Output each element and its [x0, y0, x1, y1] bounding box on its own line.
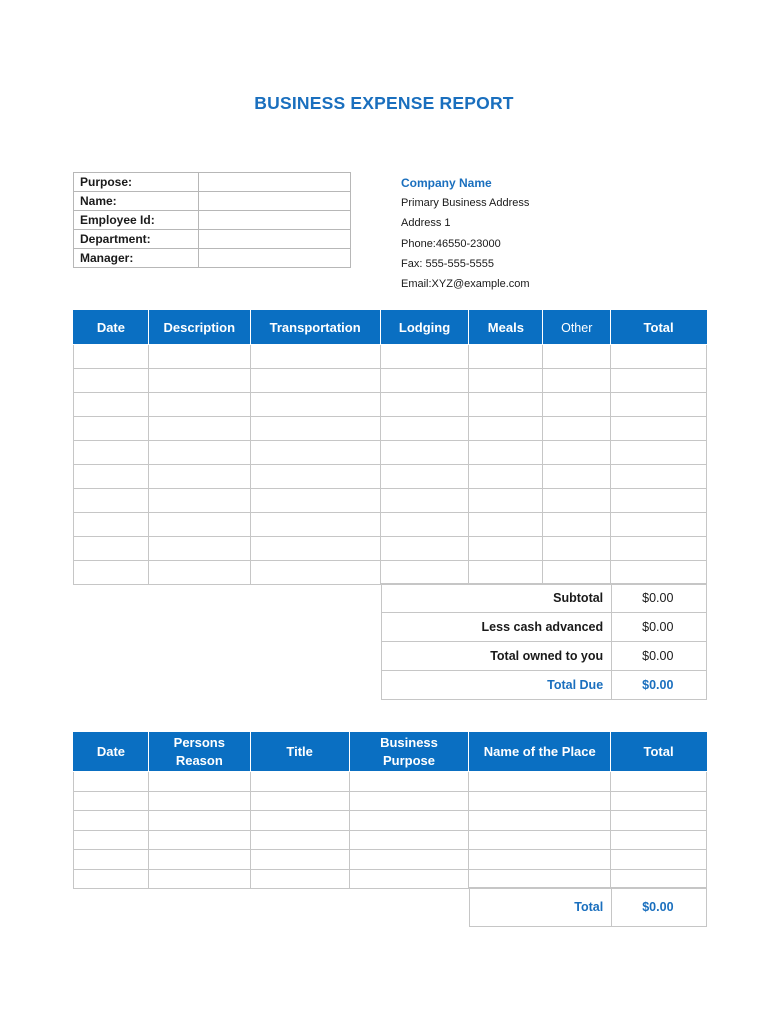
- table-cell[interactable]: [148, 465, 250, 489]
- table-cell[interactable]: [611, 417, 707, 441]
- employee-info-table: [73, 172, 351, 268]
- table-cell[interactable]: [380, 369, 469, 393]
- table-cell[interactable]: [611, 465, 707, 489]
- summary-label: Total owned to you: [382, 642, 612, 671]
- entertainment-row: [74, 811, 707, 831]
- company-address-line1: Primary Business Address: [401, 197, 530, 210]
- company-block: [401, 173, 530, 294]
- table-cell[interactable]: [380, 393, 469, 417]
- column-header-description: Description: [148, 311, 250, 345]
- table-cell[interactable]: [74, 393, 149, 417]
- summary-label: Subtotal: [382, 584, 612, 613]
- table-cell[interactable]: [250, 489, 380, 513]
- table-cell[interactable]: [543, 345, 611, 369]
- company-email: Email:XYZ@example.com: [401, 278, 530, 291]
- table-cell[interactable]: [74, 850, 149, 870]
- info-label: Manager:: [74, 249, 199, 268]
- table-cell[interactable]: [469, 393, 543, 417]
- table-cell[interactable]: [543, 369, 611, 393]
- table-cell[interactable]: [380, 441, 469, 465]
- summary-row-owed: [382, 642, 707, 671]
- table-cell[interactable]: [74, 369, 149, 393]
- company-address-line2: Address 1: [401, 217, 451, 230]
- table-cell[interactable]: [74, 830, 149, 850]
- table-cell[interactable]: [611, 369, 707, 393]
- column-header-title: Title: [250, 733, 349, 772]
- table-cell[interactable]: [250, 345, 380, 369]
- summary-label: Total Due: [382, 671, 612, 700]
- table-cell[interactable]: [74, 537, 149, 561]
- owed-value: $0.00: [612, 642, 707, 671]
- table-cell[interactable]: [543, 441, 611, 465]
- company-phone: Phone:46550-23000: [401, 237, 501, 250]
- table-cell[interactable]: [543, 561, 611, 585]
- table-cell[interactable]: [148, 393, 250, 417]
- table-cell[interactable]: [469, 791, 611, 811]
- table-cell[interactable]: [148, 850, 250, 870]
- table-cell[interactable]: [469, 489, 543, 513]
- table-cell[interactable]: [250, 513, 380, 537]
- table-cell[interactable]: [250, 441, 380, 465]
- expense-row: [74, 441, 707, 465]
- table-cell[interactable]: [250, 393, 380, 417]
- table-cell[interactable]: [543, 393, 611, 417]
- cash-advanced-value: $0.00: [612, 613, 707, 642]
- info-row-name: [74, 192, 351, 211]
- table-cell[interactable]: [148, 489, 250, 513]
- table-cell[interactable]: [148, 345, 250, 369]
- table-cell[interactable]: [250, 369, 380, 393]
- table-cell[interactable]: [469, 869, 611, 889]
- table-cell[interactable]: [148, 441, 250, 465]
- entertainment-table: [73, 732, 707, 889]
- column-header-date: Date: [74, 311, 149, 345]
- table-cell[interactable]: [469, 369, 543, 393]
- entertainment-header-row: [74, 733, 707, 772]
- department-field[interactable]: [199, 230, 351, 249]
- table-cell[interactable]: [250, 772, 349, 792]
- table-cell[interactable]: [611, 850, 707, 870]
- column-header-place-name: Name of the Place: [469, 733, 611, 772]
- expense-row: [74, 561, 707, 585]
- table-cell[interactable]: [148, 830, 250, 850]
- entertainment-row: [74, 830, 707, 850]
- total-due-value: $0.00: [612, 671, 707, 700]
- expense-row: [74, 417, 707, 441]
- table-cell[interactable]: [148, 513, 250, 537]
- column-header-meals: Meals: [469, 311, 543, 345]
- table-cell[interactable]: [349, 850, 469, 870]
- expense-row: [74, 465, 707, 489]
- table-cell[interactable]: [250, 561, 380, 585]
- table-cell[interactable]: [148, 772, 250, 792]
- table-cell[interactable]: [74, 489, 149, 513]
- expense-table: [73, 310, 707, 585]
- table-cell[interactable]: [250, 869, 349, 889]
- info-row-employee-id: [74, 211, 351, 230]
- column-header-persons-reason: Persons Reason: [148, 733, 250, 772]
- table-cell[interactable]: [611, 441, 707, 465]
- column-header-lodging: Lodging: [380, 311, 469, 345]
- table-cell[interactable]: [250, 850, 349, 870]
- expense-header-row: [74, 311, 707, 345]
- table-cell[interactable]: [469, 830, 611, 850]
- table-cell[interactable]: [349, 830, 469, 850]
- table-cell[interactable]: [469, 417, 543, 441]
- table-cell[interactable]: [380, 489, 469, 513]
- table-cell[interactable]: [380, 513, 469, 537]
- table-cell[interactable]: [543, 417, 611, 441]
- expense-row: [74, 537, 707, 561]
- info-label: Employee Id:: [74, 211, 199, 230]
- table-cell[interactable]: [611, 830, 707, 850]
- table-cell[interactable]: [148, 369, 250, 393]
- info-label: Purpose:: [74, 173, 199, 192]
- column-header-date: Date: [74, 733, 149, 772]
- name-field[interactable]: [199, 192, 351, 211]
- info-row-manager: [74, 249, 351, 268]
- table-cell[interactable]: [543, 489, 611, 513]
- table-cell[interactable]: [74, 441, 149, 465]
- table-cell[interactable]: [349, 772, 469, 792]
- info-row-department: [74, 230, 351, 249]
- table-cell[interactable]: [469, 850, 611, 870]
- table-cell[interactable]: [148, 417, 250, 441]
- entertainment-total-label: Total: [470, 888, 612, 927]
- table-cell[interactable]: [380, 465, 469, 489]
- table-cell[interactable]: [611, 537, 707, 561]
- table-cell[interactable]: [469, 561, 543, 585]
- company-name: Company Name: [401, 176, 492, 190]
- table-cell[interactable]: [74, 417, 149, 441]
- table-cell[interactable]: [469, 811, 611, 831]
- summary-table: [381, 583, 707, 700]
- table-cell[interactable]: [380, 537, 469, 561]
- table-cell[interactable]: [250, 830, 349, 850]
- column-header-transportation: Transportation: [250, 311, 380, 345]
- table-cell[interactable]: [250, 465, 380, 489]
- table-cell[interactable]: [469, 465, 543, 489]
- info-row-purpose: [74, 173, 351, 192]
- table-cell[interactable]: [74, 869, 149, 889]
- table-cell[interactable]: [380, 561, 469, 585]
- table-cell[interactable]: [250, 417, 380, 441]
- expense-row: [74, 489, 707, 513]
- table-cell[interactable]: [349, 811, 469, 831]
- info-label: Department:: [74, 230, 199, 249]
- entertainment-total-row: [470, 888, 707, 927]
- table-cell[interactable]: [74, 791, 149, 811]
- table-cell[interactable]: [349, 869, 469, 889]
- company-fax: Fax: 555-555-5555: [401, 257, 494, 270]
- summary-label: Less cash advanced: [382, 613, 612, 642]
- table-cell[interactable]: [380, 417, 469, 441]
- table-cell[interactable]: [611, 345, 707, 369]
- table-cell[interactable]: [148, 869, 250, 889]
- entertainment-total-table: [469, 887, 707, 927]
- table-cell[interactable]: [469, 441, 543, 465]
- table-cell[interactable]: [148, 561, 250, 585]
- manager-field[interactable]: [199, 249, 351, 268]
- expense-row: [74, 345, 707, 369]
- summary-row-cash-advanced: [382, 613, 707, 642]
- expense-row: [74, 369, 707, 393]
- table-cell[interactable]: [611, 513, 707, 537]
- entertainment-row: [74, 850, 707, 870]
- table-cell[interactable]: [543, 465, 611, 489]
- table-cell[interactable]: [611, 811, 707, 831]
- table-cell[interactable]: [469, 345, 543, 369]
- table-cell[interactable]: [250, 537, 380, 561]
- expense-row: [74, 393, 707, 417]
- table-cell[interactable]: [611, 393, 707, 417]
- page-title: BUSINESS EXPENSE REPORT: [254, 93, 514, 113]
- table-cell[interactable]: [148, 791, 250, 811]
- table-cell[interactable]: [469, 513, 543, 537]
- table-cell[interactable]: [74, 561, 149, 585]
- table-cell[interactable]: [148, 811, 250, 831]
- column-header-other: Other: [543, 311, 611, 345]
- table-cell[interactable]: [74, 513, 149, 537]
- entertainment-total-value: $0.00: [612, 888, 707, 927]
- table-cell[interactable]: [611, 869, 707, 889]
- table-cell[interactable]: [611, 561, 707, 585]
- info-label: Name:: [74, 192, 199, 211]
- entertainment-row: [74, 791, 707, 811]
- column-header-total: Total: [611, 733, 707, 772]
- expense-row: [74, 513, 707, 537]
- purpose-field[interactable]: [199, 173, 351, 192]
- table-cell[interactable]: [380, 345, 469, 369]
- employee-id-field[interactable]: [199, 211, 351, 230]
- table-cell[interactable]: [74, 345, 149, 369]
- table-cell[interactable]: [74, 811, 149, 831]
- table-cell[interactable]: [611, 791, 707, 811]
- table-cell[interactable]: [74, 772, 149, 792]
- summary-row-subtotal: [382, 584, 707, 613]
- table-cell[interactable]: [250, 791, 349, 811]
- summary-row-total-due: [382, 671, 707, 700]
- table-cell[interactable]: [543, 513, 611, 537]
- entertainment-row: [74, 772, 707, 792]
- column-header-total: Total: [611, 311, 707, 345]
- table-cell[interactable]: [250, 811, 349, 831]
- subtotal-value: $0.00: [612, 584, 707, 613]
- table-cell[interactable]: [611, 489, 707, 513]
- table-cell[interactable]: [349, 791, 469, 811]
- table-cell[interactable]: [148, 537, 250, 561]
- table-cell[interactable]: [543, 537, 611, 561]
- column-header-business-purpose: Business Purpose: [349, 733, 469, 772]
- table-cell[interactable]: [74, 465, 149, 489]
- table-cell[interactable]: [469, 537, 543, 561]
- table-cell[interactable]: [611, 772, 707, 792]
- entertainment-row: [74, 869, 707, 889]
- table-cell[interactable]: [469, 772, 611, 792]
